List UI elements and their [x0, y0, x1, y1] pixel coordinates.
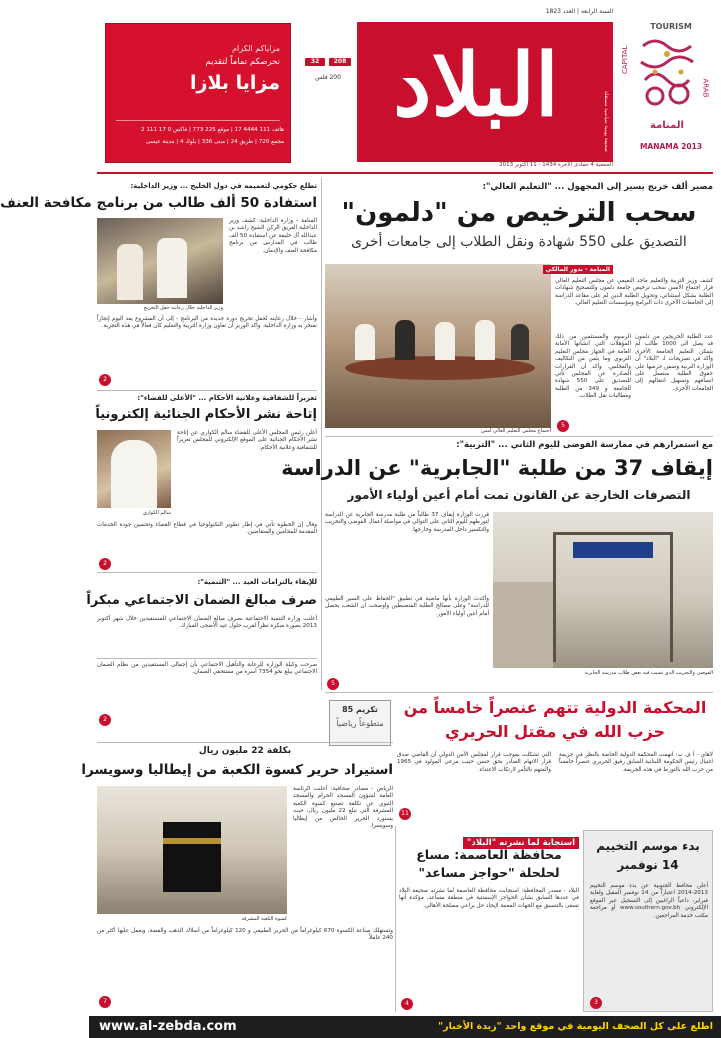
story-judiciary-kicker: تعزيزاً للشفافية وعلانية الأحكام ... "الأعلى للقضاء": — [137, 394, 317, 402]
story-judiciary-cont: 2 — [99, 558, 111, 570]
capital-story — [399, 830, 579, 1012]
story-judiciary — [97, 394, 317, 570]
issue-line: السنة الرابعة | العدد 1823 — [545, 8, 613, 15]
photo-figure — [435, 322, 455, 360]
kaaba-cont: 7 — [99, 996, 111, 1008]
logo-title: TOURISM — [650, 22, 692, 31]
court-headline: المحكمة الدولية تتهم عنصراً خامساً من حزب الله في مقتل الحريري — [403, 698, 707, 741]
story-welfare-body: أعلنت وزارة التنمية الاجتماعية بصرف مبالغ الضمان الاجتماعي للمستفيدين خلال شهر أكتوبر 2013 بصورة مبكرة نظراً لقرب حلول عيد الأضحى المبارك. — [97, 616, 317, 630]
capital-kicker-label: استجابة لما نشرته "البلاد" — [463, 837, 579, 849]
jabriya-headline: إيقاف 37 من طلبة "الجابرية" عن الدراسة — [281, 456, 713, 480]
photo-kaaba — [163, 822, 221, 892]
divider — [97, 658, 317, 659]
footer-site[interactable]: www.al-zebda.com — [99, 1019, 237, 1034]
capital-body: البلاد - مصدر المحافظة: استجابت محافظة العاصمة لما نشرته صحيفة البلاد في عددها السابق بشأن الحواجز الإسمنتية في منطقة مساعد، مؤكدة أنها تسعى بالتنسيق مع الجهات المعنية لإيجاد حل يراعي مصلحة الأهالي. — [399, 888, 579, 909]
lead-cont: 5 — [557, 420, 569, 432]
kaaba-body: الرياض - مصادر صحافية: أعلنت الرئاسة العامة لشؤون المسجد الحرام والمسجد النبوي عن تكلفة تصنيع كسوة الكعبة المشرفة التي تبلغ 22 مليون ريال، حيث يستورد الحرير الخالص من إيطاليا وسويسرا. — [293, 786, 394, 830]
award-tag: تكريم 85 — [342, 705, 378, 714]
story-welfare-cont: 2 — [99, 714, 111, 726]
tourism-emblem-icon — [635, 36, 699, 116]
kaaba-photo-caption: كسوة الكعبة المشرفة — [241, 916, 287, 922]
photo-figure — [157, 238, 187, 298]
camping-body: أعلن محافظ الجنوبية عن بدء موسم التخييم 2013-2014 اعتباراً من 14 نوفمبر المقبل ولغاية فبراير، داعياً الراغبين إلى التسجيل عبر الموقع الإلكتروني www.southern.gov.bh أو مراجعة مكتب خدمة المراجعين. — [590, 883, 708, 919]
price: 200 فلس — [315, 74, 341, 81]
award-text: متطوعاً رياضياً — [336, 719, 384, 728]
photo-figure — [475, 320, 495, 360]
lead-photo-caption: اجتماع مجلس التعليم العالي أمس — [481, 428, 551, 434]
story-violence-body: المنامة - وزارة الداخلية: كشف وزير الداخلية الفريق الركن الشيخ راشد بن عبدالله آل خليفة عن استفادة 50 ألف طالب في المدارس من برنامج مكافحة العنف والإدمان. — [229, 218, 318, 254]
story-welfare — [86, 576, 317, 734]
story-judiciary-headline: إتاحة نشر الأحكام الجنائية إلكترونياً — [95, 407, 317, 422]
camping-box — [583, 830, 713, 1012]
year: السنة الرابعة — [580, 8, 613, 15]
ad-block — [105, 23, 291, 163]
issue-info — [301, 50, 357, 124]
capital-headline: محافظة العاصمة: مساع لحلحلة "حواجز مساعد" — [416, 847, 562, 880]
ad-phones: هاتف 111 4444 17 | موقع 225 773 | فاكس 0 17 111 2 — [140, 127, 284, 133]
jabriya-kicker: مع استمرارهم في ممارسة الفوضى لليوم الثاني ... "التربية": — [456, 440, 713, 450]
kaaba-photo — [97, 786, 287, 914]
ad-divider — [116, 120, 280, 121]
kaaba-story — [81, 746, 394, 1012]
logo-ar: المنامة — [650, 120, 684, 131]
photo-wall — [493, 582, 553, 668]
masthead-tagline: صحيفة يومية سياسية مستقلة — [603, 91, 609, 152]
story-welfare-body2: صرحت وكيلة الوزارة للرعاية والتأهيل الاجتماعي بأن إجمالي المستفيدين من نظام الضمان الاجتماعي يبلغ نحو 7354 أسرة من مستحقي الضمان. — [97, 662, 317, 676]
lead-kicker: مصير ألف خريج يسير إلى المجهول ... "التعليم العالي": — [482, 182, 713, 192]
kaaba-kicker: بكلفة 22 مليون ريال — [198, 746, 292, 756]
divider — [97, 572, 317, 573]
court-body2: التي تشكلت بموجب قرار لمجلس الأمن الدولي أن القاضي صدق قرار الاتهام الصادر بحق حسن حبيب مرعي المولود في 1965 والمتهم بالتآمر لارتكاب الاعتداء. — [397, 752, 551, 773]
divider — [325, 436, 713, 437]
page-count: 208 — [329, 58, 351, 66]
jabriya-photo — [493, 512, 713, 668]
divider — [97, 390, 317, 391]
story-violence-kicker: تطلع حكومي لتعميمه في دول الخليج ... وزير الداخلية: — [130, 182, 317, 190]
lead-byline — [545, 266, 613, 276]
masthead-title: البلاد — [393, 35, 559, 136]
photo-figure — [111, 440, 157, 508]
lead-body3: عدد الطلبة الخريجين من دلمون قد يصل الى 1000 طالب لم يتمكن التعليم الجامعة الأخرى وأكد في تصريحات لـ "البلاد" أن الوزارة التربية وضمن حرصها على حقوق الطلبة ستعمل على انصافهم وتسهيل انتقالهم إلى الجامعات الأخرى. — [635, 334, 713, 392]
photo-figure — [395, 320, 415, 360]
divider — [97, 742, 393, 743]
story-violence-photo — [97, 218, 223, 304]
photo-figure — [117, 244, 143, 300]
lead-photo — [325, 264, 551, 428]
story-judiciary-body: أعلن رئيس المجلس الأعلى للقضاء سالم الكواري عن إتاحة نشر الأحكام الجنائية على الموقع الإلكتروني للمجلس تعزيزاً للشفافية وعلانية الأحكام. — [177, 430, 317, 451]
story-welfare-headline: صرف مبالغ الضمان الاجتماعي مبكراً — [86, 593, 317, 608]
kaaba-body2: وتستهلك صناعة الكسوة 670 كيلوغراماً من الحرير الطبيعي و 120 كيلوغراماً من أسلاك الذهب والفضة، ويعمل عليها أكثر من 240 عاملاً. — [97, 928, 393, 942]
lead-byline-label: المنامة - بدور المالكي — [543, 265, 613, 274]
story-violence-photo-caption: وزير الداخلية خلال رعايته حفل التخريج — [143, 305, 223, 311]
footer-banner — [89, 1016, 721, 1038]
issue-no: العدد 1823 — [545, 8, 576, 15]
award-box — [329, 700, 391, 746]
page-label: 32 — [305, 58, 325, 66]
story-violence-body2: وأشار - خلال رعايته لحفل تخريج دورة جديدة من البرنامج - إلى أن المشروع يعد اليوم إنجازاً نفتخر به وزارة الداخلية. وأكد الوزير أن تعاون وزارة التربية والتعليم كان فعالاً في هذه التجربة. — [97, 316, 317, 330]
story-violence-headline: استفادة 50 ألف طالب من برنامج مكافحة العنف — [0, 195, 317, 211]
kaaba-headline: استيراد حرير كسوة الكعبة من إيطاليا وسويسرا — [81, 762, 393, 778]
masthead — [89, 0, 721, 170]
ad-line1: مزاياكم الكرام — [232, 44, 280, 53]
lead-headline: سحب الترخيص من "دلمون" — [341, 198, 697, 228]
logo-side-left: CAPITAL — [621, 45, 629, 74]
story-welfare-kicker: للإيفاء بالتزامات العيد ... "التنمية": — [197, 578, 317, 586]
photo-gold-band — [163, 838, 221, 844]
court-story — [397, 696, 713, 824]
jabriya-cont: 5 — [327, 678, 339, 690]
lead-body1: كشف وزير التربية والتعليم ماجد النعيمي عن مجلس التعليم العالي قرار اجتماع الأمس سحب ترخيص جامعة دلمون وللتصحيح شهادات الطلبة بشكل استثنائي، وتحويل الطلبة الذين لم على مقاعد الدراسة إلى الجامعات الأخرى ذات البرامج ومؤسسات التعليم العالي. — [555, 278, 713, 307]
column-rule — [321, 178, 322, 690]
column-rule — [395, 826, 396, 1012]
logo-bottom: MANAMA 2013 — [639, 142, 703, 151]
ad-line2: نحرصكم تماماً لتقديم — [205, 57, 280, 67]
story-judiciary-photo-caption: سالم الكواري — [142, 510, 171, 516]
photo-figure — [511, 324, 529, 360]
lead-body2: الرسوم والمستثمين من ذلك المؤهلات التي أنشأتها الأمانة العامة في الجهاز مجلس التعليم التربوي وما يثمن من التكاليف والمجلس. وأكد أن القرارات الصادرة عن المجلس تأتي للتصديق على 550 شهادة للجامعة و 349 من الطلبة ومطالبات نقل الطلاب. — [555, 334, 631, 400]
jabriya-body2: وأكدت الوزارة بأنها ماضية في تطبيق "الحفاظ على السير الطبيعي للدراسة" وعلى مصالح الطلبة المنضبطين وأوضحت ان الشغب يحصل أمام أعين أولياء الأمور. — [325, 596, 489, 617]
story-violence — [0, 178, 318, 390]
lead-story — [325, 178, 713, 436]
title-block — [357, 22, 613, 162]
ad-branches: مجمع 720 | طريق 24 | مبنى 336 | بلوك 4 | مدينة عيسى — [145, 139, 284, 145]
court-body1: لاهاي - أ ف ب: اتهمت المحكمة الدولية الخاصة بالنظر في جريمة اغتيال رئيس الحكومة اللبنانية السابق رفيق الحريري عنصراً خامساً من حزب الله بالتورط في هذه الجريمة. — [559, 752, 713, 773]
story-judiciary-body2: وقال إن الخطوة تأتي في إطار تطوير التكنولوجيا في قطاع القضاء وتحسين جودة الخدمات المقدمة للمحامين والمتقاضين. — [97, 522, 317, 536]
divider — [325, 692, 713, 693]
footer-slogan: اطلع على كل الصحف اليومية في موقع واحد "زبدة الأخبار" — [438, 1021, 713, 1032]
jabriya-body1: قررت الوزارة إيقاف 37 طالباً من طلبة مدرسة الجابرية عن الدراسة لتورطهم لليوم الثاني على التوالي في مواصلة أعمال الفوضى والتخريب والتكسير داخل المدرسة وخارجها. — [325, 512, 489, 533]
photo-figure — [355, 324, 375, 360]
jabriya-story — [281, 440, 713, 692]
jabriya-photo-caption: الفوضى والتخريب الذي تسبب فيه بعض طلاب مدرسة الجابرية — [584, 670, 713, 676]
camping-headline: بدء موسم التخييم 14 نوفمبر — [596, 839, 700, 872]
court-cont: 11 — [399, 808, 411, 820]
date-line: الجمعية 4 جمادى الآخرة 1434 - 11 أكتوبر 2013 — [499, 162, 613, 168]
tourism-logo — [617, 22, 715, 162]
masthead-rule — [97, 172, 713, 174]
camping-cont: 3 — [590, 997, 602, 1009]
photo-sign — [573, 542, 653, 558]
ad-brand: مزايا بلازا — [190, 72, 280, 94]
jabriya-subhead: التصرفات الخارجة عن القانون تمت أمام أعين أولياء الأمور — [347, 488, 691, 502]
logo-side-right: ARAB — [701, 78, 710, 98]
story-violence-cont: 2 — [99, 374, 111, 386]
story-judiciary-photo — [97, 430, 171, 508]
lead-subhead: التصديق على 550 شهادة ونقل الطلاب إلى جامعات أخرى — [351, 234, 687, 250]
capital-cont: 4 — [401, 998, 413, 1010]
